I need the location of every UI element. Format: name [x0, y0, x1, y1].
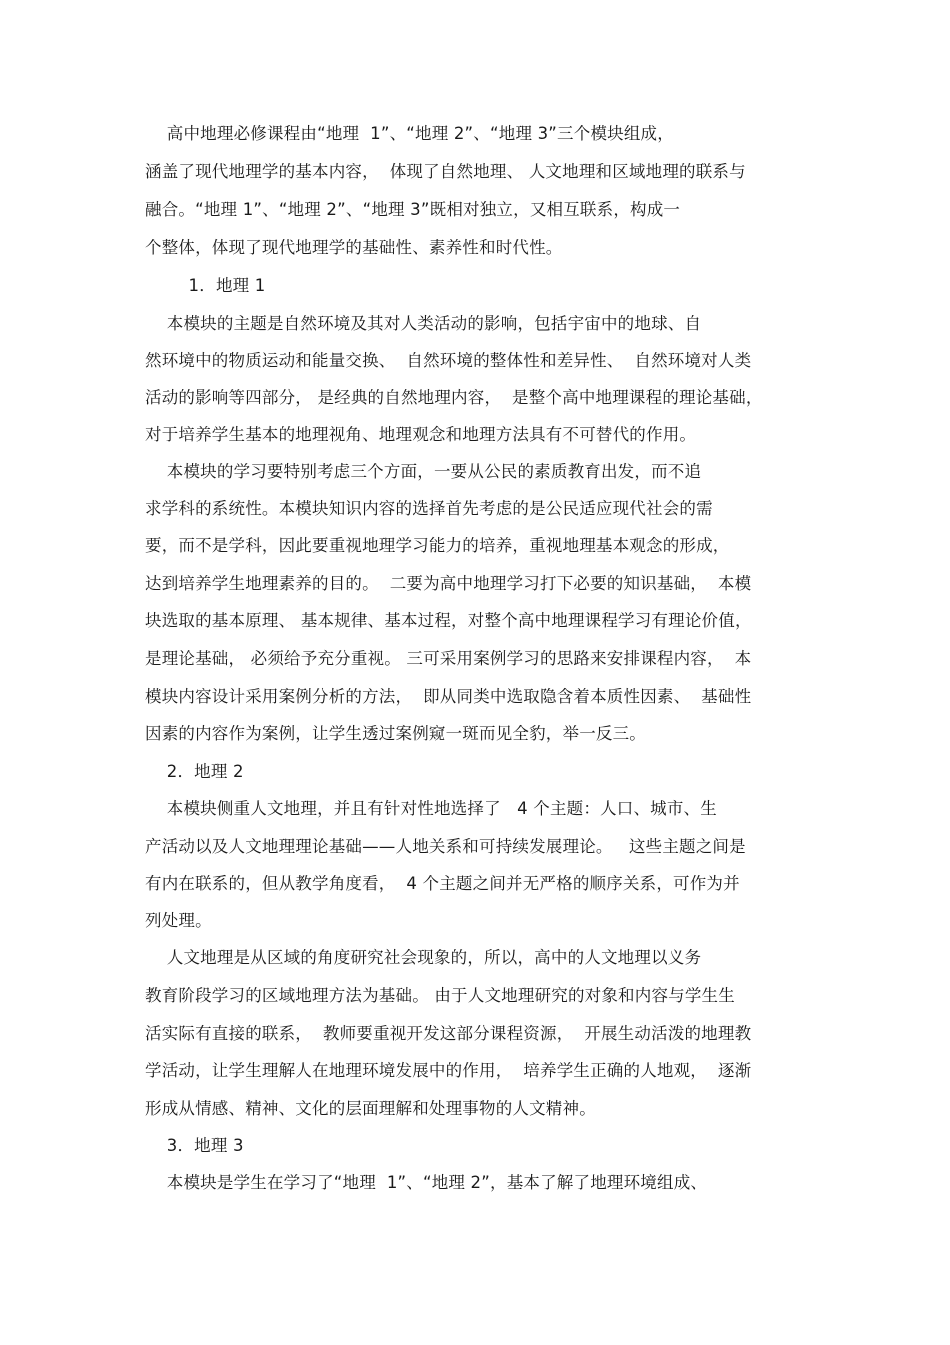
text-line: 有内在联系的，但从教学角度看， 4 个主题之间并无严格的顺序关系，可作为并	[145, 874, 740, 893]
text-line: 高中地理必修课程由“地理 1”、“地理 2”、“地理 3”三个模块组成，	[145, 124, 674, 143]
text-line: 本模块的学习要特别考虑三个方面，一要从公民的素质教育出发，而不追	[145, 462, 702, 481]
text-line: 模块内容设计采用案例分析的方法， 即从同类中选取隐含着本质性因素、 基础性	[145, 687, 752, 706]
text-line: 形成从情感、精神、文化的层面理解和处理事物的人文精神。	[145, 1099, 596, 1118]
text-line: 然环境中的物质运动和能量交换、 自然环境的整体性和差异性、 自然环境对人类	[145, 351, 752, 370]
text-line: 达到培养学生地理素养的目的。 二要为高中地理学习打下必要的知识基础， 本模	[145, 574, 752, 593]
text-line: 活实际有直接的联系， 教师要重视开发这部分课程资源， 开展生动活泼的地理教	[145, 1024, 752, 1043]
section-heading: 2．地理 2	[145, 762, 244, 781]
text-line: 是理论基础， 必须给予充分重视。 三可采用案例学习的思路来安排课程内容， 本	[145, 649, 752, 668]
text-line: 求学科的系统性。本模块知识内容的选择首先考虑的是公民适应现代社会的需	[145, 499, 713, 518]
text-line: 个整体，体现了现代地理学的基础性、素养性和时代性。	[145, 238, 563, 257]
text-line: 教育阶段学习的区域地理方法为基础。 由于人文地理研究的对象和内容与学生生	[145, 986, 735, 1005]
text-line: 要，而不是学科，因此要重视地理学习能力的培养，重视地理基本观念的形成，	[145, 536, 730, 555]
text-line: 块选取的基本原理、 基本规律、基本过程，对整个高中地理课程学习有理论价值，	[145, 611, 752, 630]
text-line: 产活动以及人文地理理论基础——人地关系和可持续发展理论。 这些主题之间是	[145, 837, 746, 856]
section-heading: 3．地理 3	[145, 1136, 244, 1155]
text-line: 本模块侧重人文地理，并且有针对性地选择了 4 个主题：人口、城市、生	[145, 799, 717, 818]
text-line: 涵盖了现代地理学的基本内容， 体现了自然地理、 人文地理和区域地理的联系与	[145, 162, 746, 181]
text-line: 列处理。	[145, 911, 212, 930]
text-line: 学活动，让学生理解人在地理环境发展中的作用， 培养学生正确的人地观， 逐渐	[145, 1061, 752, 1080]
section-heading: 1．地理 1	[145, 276, 266, 295]
text-line: 人文地理是从区域的角度研究社会现象的，所以，高中的人文地理以义务	[145, 948, 702, 967]
text-line: 融合。“地理 1”、“地理 2”、“地理 3”既相对独立，又相互联系，构成一	[145, 200, 681, 219]
text-line: 活动的影响等四部分， 是经典的自然地理内容， 是整个高中地理课程的理论基础，	[145, 388, 763, 407]
text-line: 本模块的主题是自然环境及其对人类活动的影响，包括宇宙中的地球、自	[145, 314, 702, 333]
text-line: 因素的内容作为案例，让学生透过案例窥一斑而见全豹，举一反三。	[145, 724, 646, 743]
text-line: 本模块是学生在学习了“地理 1”、“地理 2”，基本了解了地理环境组成、	[145, 1173, 708, 1192]
text-line: 对于培养学生基本的地理视角、地理观念和地理方法具有不可替代的作用。	[145, 425, 697, 444]
